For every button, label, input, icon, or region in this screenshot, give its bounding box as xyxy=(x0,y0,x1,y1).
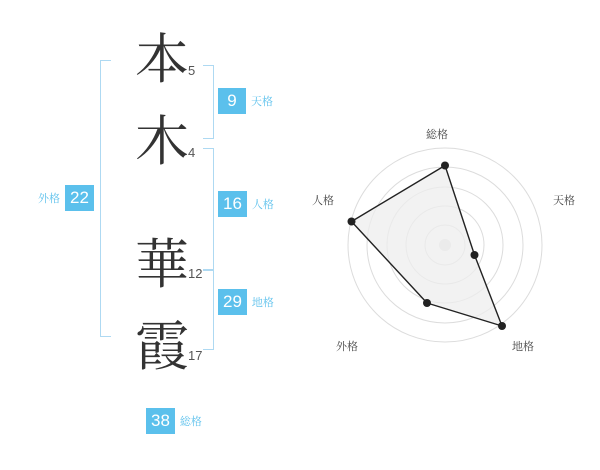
kaku-total-value: 38 xyxy=(146,408,175,434)
kaku-earth-value: 29 xyxy=(218,289,247,315)
kaku-earth xyxy=(218,289,274,315)
stroke-count-4: 17 xyxy=(188,348,203,363)
kaku-personal-value: 16 xyxy=(218,191,247,217)
kaku-heaven-value: 9 xyxy=(218,88,246,114)
kaku-outer-value: 22 xyxy=(65,185,94,211)
axis-label-gaikaku: 外格 xyxy=(336,340,358,353)
kaku-outer-label: 外格 xyxy=(38,192,60,205)
kaku-personal xyxy=(218,191,274,217)
axis-label-tenkaku: 天格 xyxy=(553,194,575,207)
radar-point-jinkaku xyxy=(348,218,356,226)
stroke-count-1: 5 xyxy=(188,63,196,78)
earth-kaku-bracket xyxy=(203,270,214,350)
kaku-earth-label: 地格 xyxy=(251,296,274,309)
axis-label-chikaku: 地格 xyxy=(512,340,534,353)
kanji-char-1: 本 xyxy=(135,28,189,91)
kanji-char-2: 木 xyxy=(135,110,189,173)
radar-chart xyxy=(300,110,590,390)
personal-kaku-bracket xyxy=(203,148,214,270)
kanji-char-3: 華 xyxy=(135,233,189,296)
outer-kaku-bracket xyxy=(100,60,111,337)
kaku-heaven-label: 天格 xyxy=(251,95,273,108)
heaven-kaku-bracket xyxy=(203,65,214,139)
kanji-char-4: 霞 xyxy=(135,315,189,378)
radar-point-gaikaku xyxy=(423,299,431,307)
axis-label-soukaku: 総格 xyxy=(426,128,448,141)
kaku-personal-label: 人格 xyxy=(251,198,274,211)
kaku-total xyxy=(146,408,202,434)
axis-label-jinkaku: 人格 xyxy=(312,194,334,207)
kaku-total-label: 総格 xyxy=(179,415,202,428)
radar-point-chikaku xyxy=(498,322,506,330)
kaku-heaven xyxy=(218,88,273,114)
kaku-outer xyxy=(38,185,94,211)
stroke-count-2: 4 xyxy=(188,145,196,160)
radar-point-soukaku xyxy=(441,162,449,170)
stroke-count-3: 12 xyxy=(188,266,203,281)
radar-point-tenkaku xyxy=(471,251,479,259)
radar-series xyxy=(348,162,507,331)
